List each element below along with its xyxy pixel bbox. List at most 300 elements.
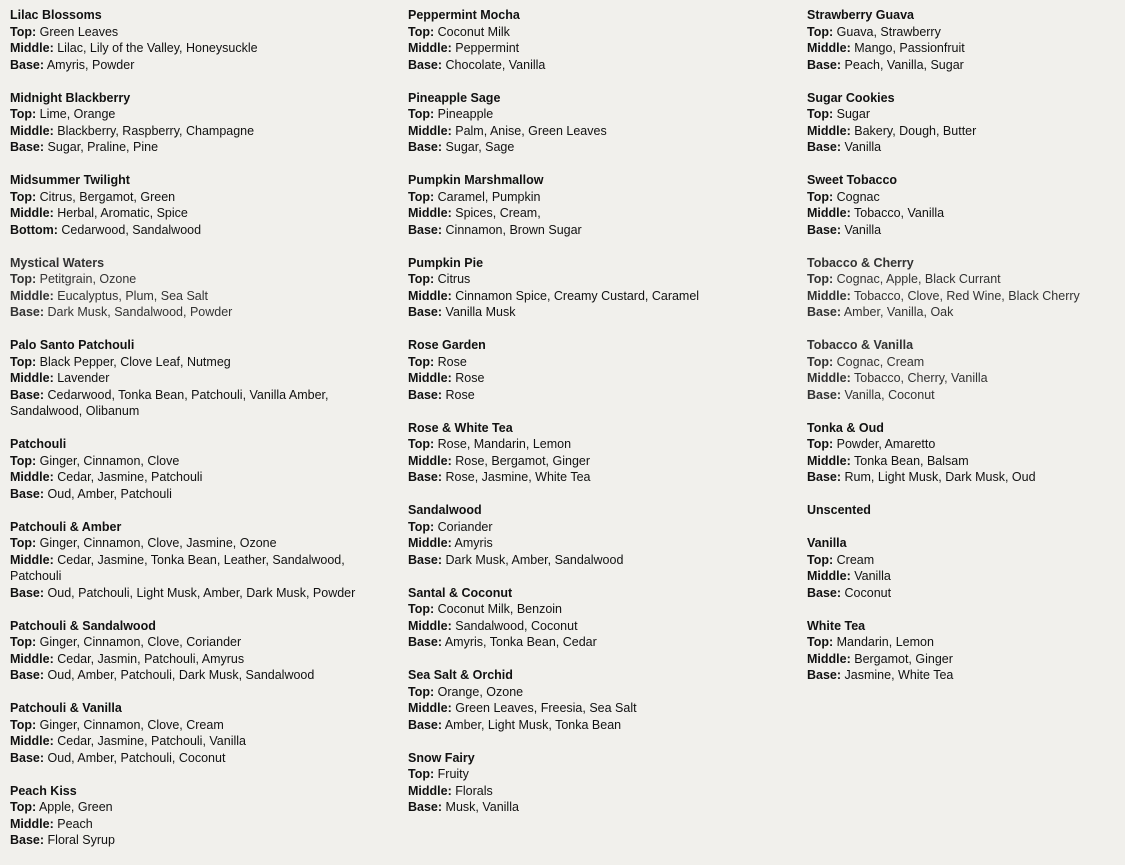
note-value: Cinnamon Spice, Creamy Custard, Caramel	[455, 288, 700, 303]
note-line	[807, 24, 1117, 41]
note-label: Top:	[807, 552, 834, 567]
note-line	[10, 585, 390, 602]
note-label: Middle:	[10, 816, 54, 831]
note-value: Sugar	[836, 107, 870, 121]
note-line	[408, 618, 798, 635]
note-line	[10, 486, 390, 503]
note-value: Vanilla	[844, 222, 882, 237]
scent-entry	[10, 436, 390, 502]
scent-name: Santal & Coconut	[408, 585, 513, 600]
note-label: Base:	[10, 387, 45, 402]
note-line	[807, 304, 1117, 321]
note-line	[408, 139, 798, 156]
note-line	[408, 634, 798, 651]
note-line	[408, 717, 798, 734]
note-line	[807, 568, 1117, 585]
scent-name: Sandalwood	[408, 503, 482, 517]
note-line	[10, 552, 390, 585]
note-label: Top:	[807, 24, 834, 39]
note-label: Base:	[408, 305, 443, 319]
scent-entry	[807, 337, 1117, 403]
note-value: Eucalyptus, Plum, Sea Salt	[57, 288, 209, 303]
note-line	[807, 436, 1117, 453]
note-label: Middle:	[408, 41, 452, 55]
note-label: Top:	[408, 602, 435, 616]
scent-name: Vanilla	[807, 536, 847, 550]
note-line	[408, 304, 798, 321]
note-value: Cedar, Jasmine, Patchouli	[57, 470, 203, 484]
note-value: Oud, Amber, Patchouli, Dark Musk, Sandalwood	[47, 668, 315, 682]
note-line	[10, 288, 390, 305]
note-value: Bergamot, Ginger	[854, 651, 953, 666]
note-label: Middle:	[10, 123, 54, 138]
note-label: Base:	[408, 222, 443, 237]
scent-name: Pineapple Sage	[408, 90, 501, 105]
note-value: Peach	[57, 816, 93, 831]
note-label: Base:	[807, 470, 842, 484]
note-value: Guava, Strawberry	[836, 24, 941, 39]
note-line	[10, 123, 390, 140]
note-line	[10, 750, 390, 767]
scent-name: Peppermint Mocha	[408, 8, 520, 22]
scent-entry	[807, 535, 1117, 601]
note-line	[10, 106, 390, 123]
note-label: Base:	[10, 305, 45, 319]
note-value: Citrus, Bergamot, Green	[39, 189, 176, 204]
scent-entry	[10, 7, 390, 73]
note-line	[408, 205, 798, 222]
note-value: Apple, Green	[38, 800, 113, 814]
note-line	[807, 453, 1117, 470]
note-line	[10, 271, 390, 288]
note-line	[408, 783, 798, 800]
note-value: Dark Musk, Amber, Sandalwood	[445, 552, 624, 567]
note-label: Middle:	[408, 206, 452, 220]
note-line	[408, 453, 798, 470]
scent-entry	[10, 783, 390, 849]
note-label: Middle:	[10, 470, 54, 484]
note-label: Base:	[10, 486, 45, 501]
note-label: Base:	[408, 800, 443, 814]
note-line	[408, 222, 798, 239]
note-label: Base:	[807, 57, 842, 72]
note-line	[408, 271, 798, 288]
note-value: Citrus	[437, 272, 471, 286]
note-value: Rum, Light Musk, Dark Musk, Oud	[844, 470, 1036, 484]
note-value: Vanilla Musk	[445, 305, 516, 319]
scent-name: Peach Kiss	[10, 783, 77, 798]
note-label: Top:	[807, 272, 834, 286]
note-label: Middle:	[807, 206, 851, 220]
note-value: Peach, Vanilla, Sugar	[844, 57, 964, 72]
note-label: Middle:	[807, 569, 851, 583]
note-label: Top:	[807, 354, 834, 369]
scent-entry	[408, 255, 798, 321]
note-line	[10, 57, 390, 74]
note-label: Base:	[408, 635, 443, 649]
note-value: Herbal, Aromatic, Spice	[57, 206, 188, 220]
note-line	[807, 552, 1117, 569]
note-line	[807, 667, 1117, 684]
note-value: Oud, Amber, Patchouli	[47, 486, 172, 501]
note-line	[10, 535, 390, 552]
note-value: Tonka Bean, Balsam	[854, 453, 969, 468]
note-value: Coconut Milk, Benzoin	[437, 602, 563, 616]
note-line	[807, 585, 1117, 602]
note-label: Top:	[10, 189, 37, 204]
note-label: Top:	[807, 107, 834, 121]
note-label: Base:	[807, 140, 842, 154]
note-label: Base:	[807, 305, 842, 319]
note-value: Cognac	[836, 189, 880, 204]
note-line	[10, 799, 390, 816]
scent-entry	[10, 90, 390, 156]
note-label: Bottom:	[10, 222, 58, 237]
note-line	[807, 57, 1117, 74]
note-line	[408, 552, 798, 569]
note-label: Base:	[408, 552, 443, 567]
note-label: Base:	[807, 222, 842, 237]
note-value: Oud, Patchouli, Light Musk, Amber, Dark Musk, Powder	[47, 585, 356, 600]
note-value: Ginger, Cinnamon, Clove, Jasmine, Ozone	[39, 536, 277, 550]
note-line	[408, 684, 798, 701]
note-value: Vanilla	[844, 140, 882, 154]
note-label: Middle:	[408, 123, 452, 138]
note-line	[807, 354, 1117, 371]
note-value: Cream	[836, 552, 875, 567]
note-label: Top:	[408, 437, 435, 451]
note-label: Base:	[10, 668, 45, 682]
scent-entry	[807, 90, 1117, 156]
note-value: Lavender	[57, 371, 110, 385]
scent-entry	[10, 337, 390, 420]
note-line	[807, 651, 1117, 668]
note-value: Oud, Amber, Patchouli, Coconut	[47, 750, 226, 765]
note-label: Top:	[807, 189, 834, 204]
scent-name: Tonka & Oud	[807, 420, 884, 435]
note-value: Amyris	[454, 536, 493, 550]
note-label: Base:	[10, 750, 45, 765]
note-value: Cedar, Jasmine, Patchouli, Vanilla	[57, 734, 246, 748]
note-line	[408, 123, 798, 140]
note-line	[10, 222, 390, 239]
note-value: Mandarin, Lemon	[836, 635, 934, 649]
note-value: Amyris, Powder	[46, 57, 135, 72]
note-label: Top:	[10, 107, 37, 121]
note-line	[408, 57, 798, 74]
note-line	[408, 288, 798, 305]
note-value: Green Leaves, Freesia, Sea Salt	[455, 701, 637, 715]
note-label: Top:	[408, 189, 435, 204]
note-line	[807, 205, 1117, 222]
note-value: Ginger, Cinnamon, Clove, Cream	[39, 717, 224, 732]
note-label: Top:	[408, 272, 435, 286]
note-line	[408, 519, 798, 536]
scent-entry	[408, 750, 798, 816]
note-label: Top:	[10, 272, 37, 286]
note-label: Middle:	[408, 618, 452, 633]
note-line	[10, 832, 390, 849]
note-line	[408, 40, 798, 57]
note-label: Top:	[10, 717, 37, 732]
note-value: Blackberry, Raspberry, Champagne	[57, 123, 255, 138]
note-value: Coriander	[437, 519, 493, 534]
note-value: Amyris, Tonka Bean, Cedar	[444, 635, 597, 649]
scent-entry	[408, 502, 798, 568]
note-label: Middle:	[10, 206, 54, 220]
note-line	[408, 354, 798, 371]
scent-name: Pumpkin Pie	[408, 255, 484, 270]
note-label: Base:	[408, 57, 443, 72]
note-value: Rose	[437, 354, 467, 369]
note-label: Base:	[408, 470, 443, 484]
note-value: Musk, Vanilla	[445, 800, 519, 814]
scent-name: Mystical Waters	[10, 255, 105, 270]
note-value: Tobacco, Vanilla	[854, 206, 945, 220]
note-value: Lime, Orange	[39, 107, 116, 121]
note-line	[807, 40, 1117, 57]
note-value: Amber, Vanilla, Oak	[843, 305, 954, 319]
note-label: Base:	[807, 387, 842, 402]
note-value: Sandalwood, Coconut	[455, 618, 578, 633]
note-value: Caramel, Pumpkin	[437, 189, 541, 204]
note-label: Middle:	[807, 123, 851, 138]
scent-name: Sea Salt & Orchid	[408, 668, 513, 682]
note-value: Rose	[445, 387, 475, 402]
note-value: Sugar, Sage	[445, 140, 515, 154]
note-line	[10, 651, 390, 668]
note-label: Top:	[408, 24, 435, 39]
note-label: Middle:	[807, 41, 851, 55]
note-value: Cognac, Apple, Black Currant	[836, 272, 1001, 286]
note-label: Top:	[10, 354, 37, 369]
note-line	[807, 222, 1117, 239]
note-value: Fruity	[437, 767, 469, 781]
scent-name: Midnight Blackberry	[10, 90, 131, 105]
scent-name: Patchouli & Amber	[10, 519, 122, 534]
note-line	[408, 799, 798, 816]
scent-name: Patchouli	[10, 437, 67, 451]
note-line	[10, 40, 390, 57]
scent-entry	[807, 255, 1117, 321]
scent-name: Sweet Tobacco	[807, 173, 898, 187]
note-line	[807, 189, 1117, 206]
note-line	[10, 816, 390, 833]
note-line	[408, 106, 798, 123]
column-3	[807, 7, 1117, 700]
note-label: Middle:	[408, 288, 452, 303]
note-label: Base:	[807, 585, 842, 600]
note-label: Middle:	[807, 371, 851, 385]
scent-name: Palo Santo Patchouli	[10, 338, 135, 352]
scent-name: Unscented	[807, 503, 871, 517]
note-line	[807, 469, 1117, 486]
note-label: Base:	[408, 717, 443, 732]
note-label: Top:	[408, 354, 435, 369]
scent-name: Snow Fairy	[408, 750, 475, 765]
note-label: Top:	[408, 519, 435, 534]
note-value: Pineapple	[437, 107, 494, 121]
scent-entry	[807, 420, 1117, 486]
note-label: Top:	[807, 635, 834, 649]
note-value: Vanilla, Coconut	[844, 387, 935, 402]
note-line	[807, 271, 1117, 288]
note-value: Rose, Bergamot, Ginger	[455, 453, 591, 468]
scent-name: Rose Garden	[408, 338, 486, 352]
note-label: Middle:	[10, 371, 54, 385]
note-line	[10, 139, 390, 156]
note-line	[10, 370, 390, 387]
note-label: Middle:	[10, 552, 54, 567]
note-value: Tobacco, Cherry, Vanilla	[854, 371, 988, 385]
note-line	[807, 634, 1117, 651]
scent-entry	[408, 7, 798, 73]
note-label: Top:	[10, 536, 37, 550]
scent-entry	[408, 172, 798, 238]
note-line	[408, 387, 798, 404]
note-label: Top:	[408, 107, 435, 121]
note-line	[10, 205, 390, 222]
note-value: Rose, Jasmine, White Tea	[445, 470, 591, 484]
note-value: Mango, Passionfruit	[854, 41, 965, 55]
note-label: Base:	[10, 833, 45, 847]
scent-name: White Tea	[807, 618, 866, 633]
note-label: Top:	[807, 437, 834, 451]
note-value: Cedarwood, Sandalwood	[61, 222, 202, 237]
note-value: Coconut	[844, 585, 892, 600]
note-label: Top:	[10, 453, 37, 468]
note-value: Dark Musk, Sandalwood, Powder	[47, 305, 233, 319]
note-label: Middle:	[10, 734, 54, 748]
note-line	[10, 354, 390, 371]
scent-name: Midsummer Twilight	[10, 173, 130, 187]
note-label: Middle:	[807, 288, 851, 303]
note-line	[10, 733, 390, 750]
note-value: Orange, Ozone	[437, 684, 524, 699]
note-line	[408, 535, 798, 552]
note-value: Florals	[455, 783, 493, 798]
note-line	[10, 453, 390, 470]
note-label: Base:	[408, 387, 443, 402]
scent-entry	[10, 618, 390, 684]
note-line	[408, 24, 798, 41]
note-label: Middle:	[408, 783, 452, 798]
note-value: Sugar, Praline, Pine	[47, 140, 159, 154]
note-value: Cedar, Jasmin, Patchouli, Amyrus	[57, 651, 245, 666]
scent-name: Tobacco & Cherry	[807, 255, 914, 270]
note-label: Middle:	[408, 371, 452, 385]
note-label: Middle:	[807, 453, 851, 468]
note-line	[807, 139, 1117, 156]
scent-entry	[807, 172, 1117, 238]
note-value: Lilac, Lily of the Valley, Honeysuckle	[57, 41, 258, 55]
note-line	[408, 469, 798, 486]
note-line	[408, 189, 798, 206]
note-label: Top:	[408, 767, 435, 781]
scent-entry	[408, 585, 798, 651]
scent-entry	[408, 420, 798, 486]
note-line	[10, 634, 390, 651]
scent-name: Patchouli & Vanilla	[10, 701, 122, 715]
note-line	[807, 387, 1117, 404]
note-value: Jasmine, White Tea	[844, 668, 954, 682]
scent-entry	[408, 90, 798, 156]
note-label: Base:	[10, 57, 45, 72]
note-value: Cognac, Cream	[836, 354, 925, 369]
note-value: Vanilla	[854, 569, 891, 583]
note-line	[807, 288, 1117, 305]
note-value: Floral Syrup	[47, 833, 115, 847]
note-line	[408, 700, 798, 717]
note-line	[10, 24, 390, 41]
note-label: Base:	[10, 140, 45, 154]
scent-name: Tobacco & Vanilla	[807, 338, 914, 352]
scent-entry	[10, 519, 390, 602]
scent-entry	[408, 667, 798, 733]
scent-entry	[10, 172, 390, 238]
note-line	[807, 370, 1117, 387]
note-label: Middle:	[10, 41, 54, 55]
note-line	[807, 123, 1117, 140]
column-1	[10, 7, 390, 865]
note-line	[408, 370, 798, 387]
scent-name: Patchouli & Sandalwood	[10, 618, 156, 633]
note-line	[10, 667, 390, 684]
note-label: Middle:	[807, 651, 851, 666]
note-value: Peppermint	[455, 41, 520, 55]
note-value: Ginger, Cinnamon, Clove	[39, 453, 180, 468]
note-value: Ginger, Cinnamon, Clove, Coriander	[39, 635, 242, 649]
scent-entry	[408, 337, 798, 403]
note-label: Top:	[10, 635, 37, 649]
scent-entry	[807, 502, 1117, 519]
note-value: Cedar, Jasmine, Tonka Bean, Leather, Sandalwood, Patchouli	[10, 552, 345, 583]
note-label: Top:	[10, 24, 37, 39]
note-line	[807, 106, 1117, 123]
note-value: Bakery, Dough, Butter	[854, 123, 977, 138]
scent-name: Lilac Blossoms	[10, 8, 102, 22]
note-label: Base:	[807, 668, 842, 682]
note-label: Middle:	[408, 701, 452, 715]
scent-entry	[807, 618, 1117, 684]
note-value: Powder, Amaretto	[836, 437, 936, 451]
scent-entry	[10, 700, 390, 766]
note-label: Top:	[10, 800, 37, 814]
scent-entry	[10, 255, 390, 321]
note-value: Cinnamon, Brown Sugar	[445, 222, 582, 237]
note-line	[408, 436, 798, 453]
note-label: Middle:	[408, 536, 452, 550]
note-value: Chocolate, Vanilla	[445, 57, 546, 72]
note-line	[10, 469, 390, 486]
scent-name: Strawberry Guava	[807, 8, 914, 22]
scent-name: Sugar Cookies	[807, 90, 895, 105]
scent-name: Rose & White Tea	[408, 420, 513, 435]
note-line	[10, 387, 390, 420]
note-label: Middle:	[10, 651, 54, 666]
note-value: Amber, Light Musk, Tonka Bean	[444, 717, 622, 732]
note-line	[10, 717, 390, 734]
note-value: Spices, Cream,	[455, 206, 541, 220]
scent-name: Pumpkin Marshmallow	[408, 173, 544, 187]
note-label: Base:	[408, 140, 443, 154]
note-label: Middle:	[10, 288, 54, 303]
note-value: Tobacco, Clove, Red Wine, Black Cherry	[854, 288, 1080, 303]
note-value: Coconut Milk	[437, 24, 510, 39]
note-label: Base:	[10, 585, 45, 600]
note-label: Top:	[408, 684, 435, 699]
note-line	[408, 766, 798, 783]
